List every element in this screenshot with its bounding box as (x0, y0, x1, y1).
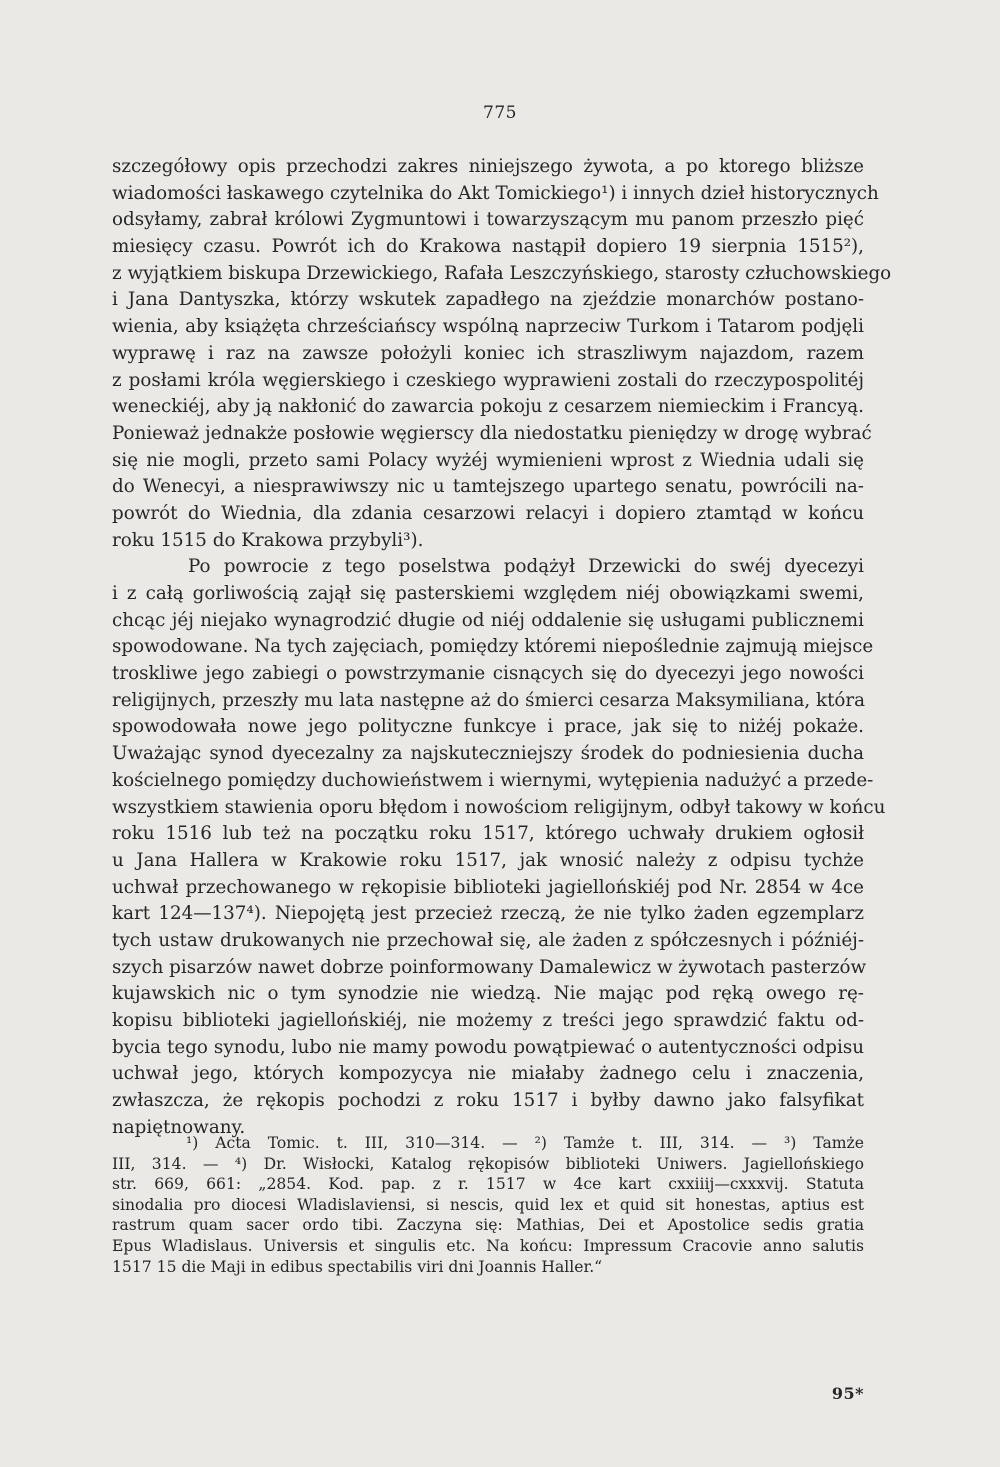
footnote-line: sinodalia pro diocesi Wladislaviensi, si nescis, quid lex et quid sit honestas, aptius est (112, 1195, 864, 1214)
text-line: się nie mogli, przeto sami Polacy wyżéj wymienieni wprost z Wiednia udali się (112, 449, 864, 471)
text-line: tych ustaw drukowanych nie przechował się, ale żaden z spółczesnych i późniéj- (112, 929, 864, 951)
text-line: kart 124—137⁴). Niepojętą jest przecież rzeczą, że nie tylko żaden egzemplarz (112, 903, 864, 925)
text-line: szych pisarzów nawet dobrze poinformowany Damalewicz w żywotach pasterzów (112, 956, 867, 978)
signature-mark: 95* (831, 1384, 864, 1403)
text-line: religijnych, przeszły mu lata następne aż do śmierci cesarza Maksymiliana, która (112, 689, 866, 711)
text-line: powrót do Wiednia, dla zdania cesarzowi relacyi i dopiero ztamtąd w końcu (112, 502, 864, 524)
text-line: z wyjątkiem biskupa Drzewickiego, Rafała Leszczyńskiego, starosty człuchowskiego (112, 262, 892, 284)
text-line: spowodowała nowe jego polityczne funkcye i prace, jak się to niżéj pokaże. (112, 716, 864, 738)
footnote-line: Epus Wladislaus. Universis et singulis etc. Na końcu: Impressum Cracovie anno salutis (112, 1236, 864, 1255)
text-line: uchwał jego, których kompozycya nie miałaby żadnego celu i znaczenia, (112, 1063, 864, 1085)
text-line: miesięcy czasu. Powrót ich do Krakowa nastąpił dopiero 19 sierpnia 1515²), (112, 236, 864, 258)
text-line: uchwał przechowanego w rękopisie biblioteki jagiellońskiéj pod Nr. 2854 w 4ce (112, 876, 864, 898)
page-number: 775 (483, 103, 517, 123)
text-line: roku 1516 lub też na początku roku 1517, którego uchwały drukiem ogłosił (112, 823, 864, 845)
text-line: kujawskich nic o tym synodzie nie wiedzą. Nie mając pod ręką owego rę- (112, 983, 864, 1005)
footnotes (112, 1133, 864, 1277)
text-line: wiadomości łaskawego czytelnika do Akt Tomickiego¹) i innych dzieł historycznych (112, 182, 879, 204)
text-line: wszystkiem stawienia oporu błędom i nowościom religijnym, odbył takowy w końcu (112, 796, 886, 818)
text-line: Uważając synod dyecezalny za najskuteczniejszy środek do podniesienia ducha (112, 743, 864, 765)
text-line: do Wenecyi, a niesprawiwszy nic u tamtejszego upartego senatu, powrócili na- (112, 476, 864, 498)
footnote-line: III, 314. — ⁴) Dr. Wisłocki, Katalog rękopisów biblioteki Uniwers. Jagiellońskiego (112, 1154, 864, 1173)
body-text (112, 154, 892, 1141)
text-line: chcąc jéj niejako wynagrodzić długie od niéj oddalenie się usługami publicznemi (112, 609, 864, 631)
text-line: spowodowane. Na tych zajęciach, pomiędzy któremi niepoślednie zajmują miejsce (112, 636, 874, 658)
text-line: i z całą gorliwością zajął się pasterskiemi względem niéj obowiązkami swemi, (112, 583, 864, 604)
footnote-line: 1517 15 die Maji in edibus spectabilis viri dni Joannis Haller.“ (112, 1257, 603, 1276)
footnote-line: rastrum quam sacer ordo tibi. Zaczyna się: Mathias, Dei et Apostolice sedis gratia (112, 1216, 864, 1235)
footnote-line: ¹) Acta Tomic. t. III, 310—314. — ²) Tamże t. III, 314. — ³) Tamże (186, 1134, 864, 1152)
text-line: zwłaszcza, że rękopis pochodzi z roku 1517 i byłby dawno jako falsyfikat (112, 1090, 864, 1112)
text-line: i Jana Dantyszka, którzy wskutek zapadłego na zjeździe monarchów postano- (112, 289, 864, 311)
text-line: kościelnego pomiędzy duchowieństwem i wiernymi, wytępienia nadużyć a przede- (112, 769, 874, 791)
text-line: szczegółowy opis przechodzi zakres niniejszego żywota, a po ktorego bliższe (112, 156, 864, 177)
text-line: bycia tego synodu, lubo nie mamy powodu powątpiewać o autentyczności odpisu (112, 1036, 864, 1058)
text-line: napiętnowany. (112, 1116, 246, 1138)
text-line: troskliwe jego zabiegi o powstrzymanie cisnących się do dyecezyi jego nowości (112, 663, 864, 685)
text-line: kopisu biblioteki jagiellońskiéj, nie możemy z treści jego sprawdzić faktu od- (112, 1010, 864, 1031)
text-line: weneckiéj, aby ją nakłonić do zawarcia pokoju z cesarzem niemieckim i Francyą. (112, 396, 864, 418)
text-line: Ponieważ jednakże posłowie węgierscy dla niedostatku pieniędzy w drogę wybrać (112, 422, 872, 444)
text-line: z posłami króla węgierskiego i czeskiego wyprawieni zostali do rzeczypospolitéj (112, 369, 864, 391)
text-line: roku 1515 do Krakowa przybyli³). (112, 529, 424, 551)
text-line: wyprawę i raz na zawsze położyli koniec ich straszliwym najazdom, razem (112, 342, 864, 364)
text-line: wienia, aby książęta chrześciańscy wspólną naprzeciw Turkom i Tatarom podjęli (112, 316, 864, 338)
text-line: u Jana Hallera w Krakowie roku 1517, jak wnosić należy z odpisu tychże (112, 849, 864, 871)
text-line: Po powrocie z tego poselstwa podążył Drzewicki do swéj dyecezyi (188, 556, 864, 578)
text-line: odsyłamy, zabrał królowi Zygmuntowi i towarzyszącym mu panom przeszło pięć (112, 209, 864, 231)
footnote-line: str. 669, 661: „2854. Kod. pap. z r. 1517 w 4ce kart cxxiiij—cxxxvij. Statuta (112, 1175, 864, 1194)
